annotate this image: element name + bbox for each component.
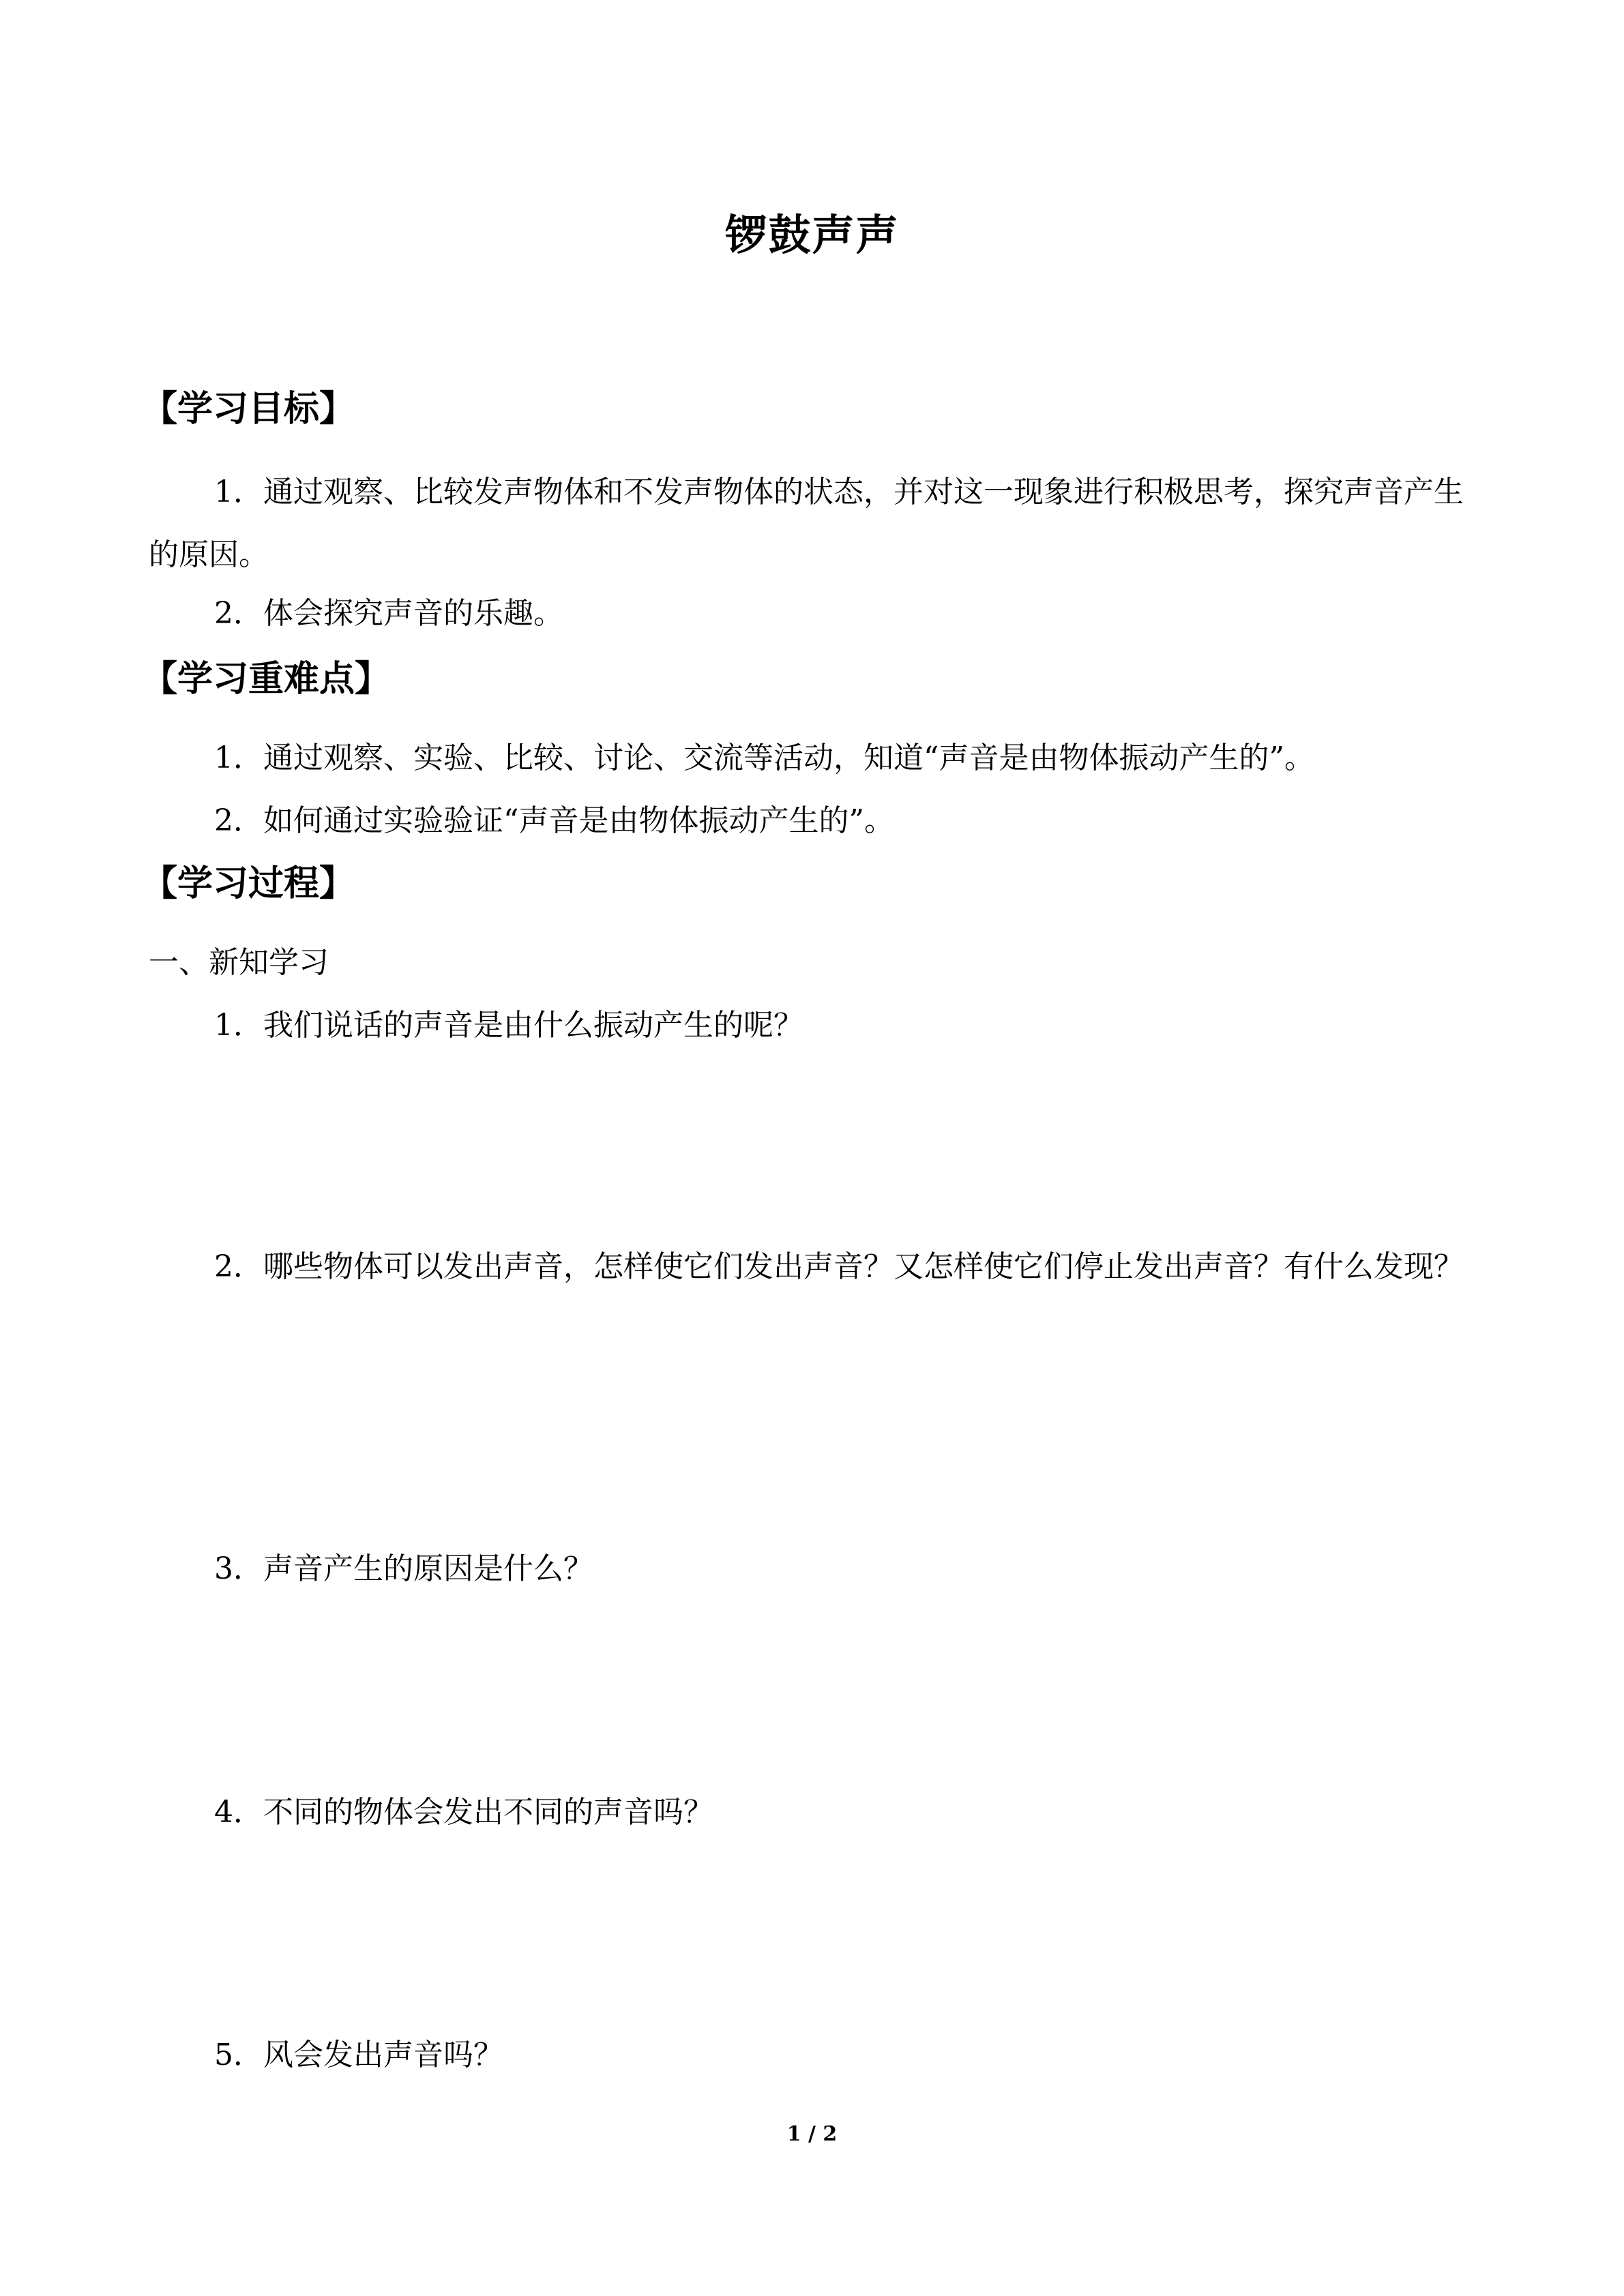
section-heading-goals: 【学习目标】 <box>142 389 355 430</box>
key-point-item-1: 1．通过观察、实验、比较、讨论、交流等活动，知道“声音是由物体振动产生的”。 <box>214 741 1314 775</box>
goal-item-1: 1．通过观察、比较发声物体和不发声物体的状态，并对这一现象进行积极思考，探究声音产生的原因。 <box>149 475 1464 572</box>
question-3: 3．声音产生的原因是什么？ <box>214 1551 593 1586</box>
section-heading-process: 【学习过程】 <box>142 863 355 904</box>
process-subheading: 一、新知学习 <box>149 945 329 980</box>
question-5: 5．风会发出声音吗？ <box>214 2038 503 2072</box>
key-point-item-2: 2．如何通过实验验证“声音是由物体振动产生的”。 <box>214 803 894 838</box>
section-heading-key-points: 【学习重难点】 <box>142 659 391 700</box>
goal-item-2: 2．体会探究声音的乐趣。 <box>214 596 563 631</box>
document-title: 锣鼓声声 <box>724 210 900 260</box>
page-number: 1 / 2 <box>786 2122 838 2146</box>
question-4: 4．不同的物体会发出不同的声音吗？ <box>214 1795 713 1830</box>
question-2: 2．哪些物体可以发出声音，怎样使它们发出声音？又怎样使它们停止发出声音？有什么发现？ <box>214 1249 1464 1284</box>
question-1: 1．我们说话的声音是由什么振动产生的呢？ <box>214 1008 803 1043</box>
